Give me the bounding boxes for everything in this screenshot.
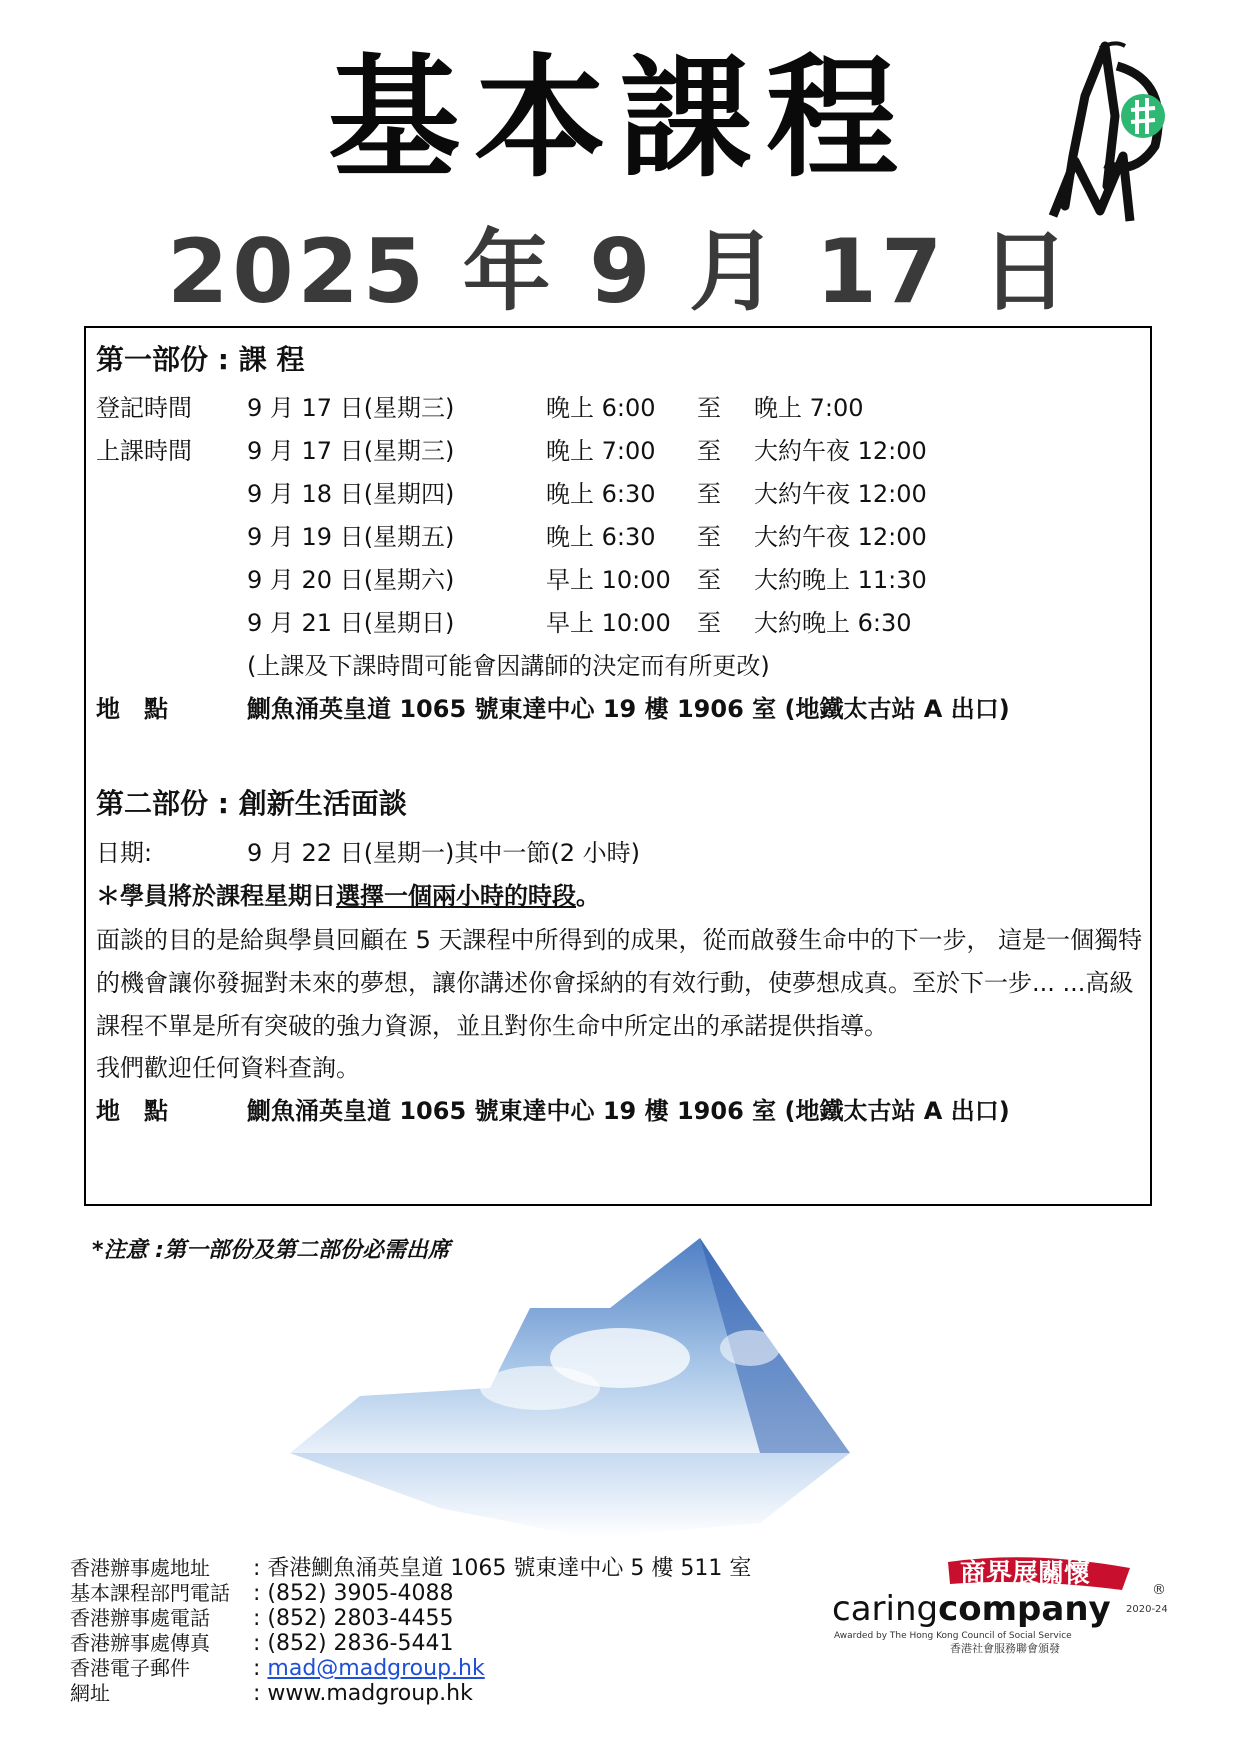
svg-text:caringcompany [832, 1589, 1111, 1629]
iceberg-image [290, 1238, 970, 1538]
session-date: 9 月 19 日(星期五) [247, 523, 455, 551]
session-date: 9 月 17 日(星期三) [247, 437, 455, 465]
session-date: 9 月 21 日(星期日) [247, 609, 455, 637]
location-label: 地 點 [96, 1097, 168, 1125]
session-end: 大約晚上 11:30 [754, 566, 927, 594]
session-to: 至 [697, 523, 721, 551]
location-address: 鰂魚涌英皇道 1065 號東達中心 19 樓 1906 室 (地鐵太古站 A 出口) [247, 695, 1010, 723]
council-text: 香港社會服務聯會頒發 [950, 1642, 1060, 1655]
welcome-text: 我們歡迎任何資料查詢。 [96, 1054, 360, 1082]
location-label: 地 點 [96, 695, 168, 723]
welcome-row [96, 1048, 360, 1088]
footer-value: : 香港鰂魚涌英皇道 1065 號東達中心 5 樓 511 室 [253, 1556, 752, 1581]
session-date: 9 月 18 日(星期四) [247, 480, 455, 508]
footer-label: 香港辦事處電話 [70, 1606, 210, 1630]
star-note-underline: 選擇一個兩小時的時段 [336, 882, 576, 910]
footer-label: 基本課程部門電話 [70, 1581, 230, 1605]
email-colon: : [253, 1656, 268, 1681]
registration-start: 晚上 6:00 [546, 394, 656, 422]
registration-label: 登記時間 [96, 394, 192, 422]
star-note-prefix: ＊學員將於課程星期日 [96, 882, 336, 910]
registration-to: 至 [697, 394, 721, 422]
session-end: 大約午夜 12:00 [754, 437, 927, 465]
interview-date-label: 日期: [96, 839, 153, 867]
interview-date-value: 9 月 22 日(星期一)其中一節(2 小時) [247, 839, 641, 867]
website-link[interactable]: : www.madgroup.hk [253, 1681, 473, 1706]
session-end: 大約午夜 12:00 [754, 523, 927, 551]
email-link[interactable]: mad@madgroup.hk [267, 1656, 485, 1681]
session-to: 至 [697, 437, 721, 465]
session-date: 9 月 20 日(星期六) [247, 566, 455, 594]
session-start: 早上 10:00 [546, 609, 671, 637]
footer-value: : (852) 2836-5441 [253, 1631, 454, 1656]
part1-title: 第一部份 : 課 程 [96, 343, 305, 376]
footer-label: 香港辦事處地址 [70, 1556, 210, 1580]
page-title: 基本課程 [328, 42, 912, 196]
star-note [96, 876, 600, 916]
iceberg-reflection [290, 1453, 850, 1538]
registered-mark: ® [1152, 1582, 1166, 1598]
registration-end: 晚上 7:00 [754, 394, 864, 422]
footer-value: : (852) 2803-4455 [253, 1606, 454, 1631]
session-end: 大約晚上 6:30 [754, 609, 912, 637]
session-to: 至 [697, 480, 721, 508]
session-start: 早上 10:00 [546, 566, 671, 594]
course-info-box [84, 326, 1152, 1206]
registration-date: 9 月 17 日(星期三) [247, 394, 455, 422]
logo-green-dot [1121, 94, 1165, 138]
session-to: 至 [697, 566, 721, 594]
footer-label: 網址 [70, 1681, 110, 1705]
footer-value: : (852) 3905-4088 [253, 1581, 454, 1606]
star-note-suffix: 。 [576, 882, 600, 910]
session-end: 大約午夜 12:00 [754, 480, 927, 508]
caring-company-chinese: 商界展關懷 [960, 1559, 1091, 1589]
session-start: 晚上 6:30 [546, 523, 656, 551]
mad-logo [1045, 36, 1175, 226]
location-address: 鰂魚涌英皇道 1065 號東達中心 19 樓 1906 室 (地鐵太古站 A 出口) [247, 1097, 1010, 1125]
schedule-note: (上課及下課時間可能會因講師的決定而有所更改) [247, 652, 770, 680]
awarded-text: Awarded by The Hong Kong Council of Social Service [834, 1631, 1072, 1641]
years-text: 2020-24 [1126, 1604, 1168, 1615]
footer-label: 香港辦事處傳真 [70, 1631, 210, 1655]
session-start: 晚上 6:30 [546, 480, 656, 508]
footer-label: 香港電子郵件 [70, 1656, 190, 1680]
attendance-note: *注意 :第一部份及第二部份必需出席 [92, 1238, 450, 1263]
course-date: 2025 年 9 月 17 日 [167, 220, 1073, 323]
caring-company-logo [830, 1550, 1170, 1660]
interview-description: 面談的目的是給與學員回顧在 5 天課程中所得到的成果，從而啟發生命中的下一步， 這是一個獨特的機會讓你發掘對未來的夢想，讓你講述你會採納的有效行動，使夢想成真。至於下一步... ...高級課程不單是所有突破的強力資源，並且對你生命中所定出的承諾提供指導。 [96, 926, 1143, 1040]
caring-text: caring [832, 1589, 939, 1629]
part2-title: 第二部份 : 創新生活面談 [96, 787, 407, 820]
company-text: company [938, 1589, 1111, 1629]
session-start: 晚上 7:00 [546, 437, 656, 465]
class-time-label: 上課時間 [96, 437, 192, 465]
session-to: 至 [697, 609, 721, 637]
